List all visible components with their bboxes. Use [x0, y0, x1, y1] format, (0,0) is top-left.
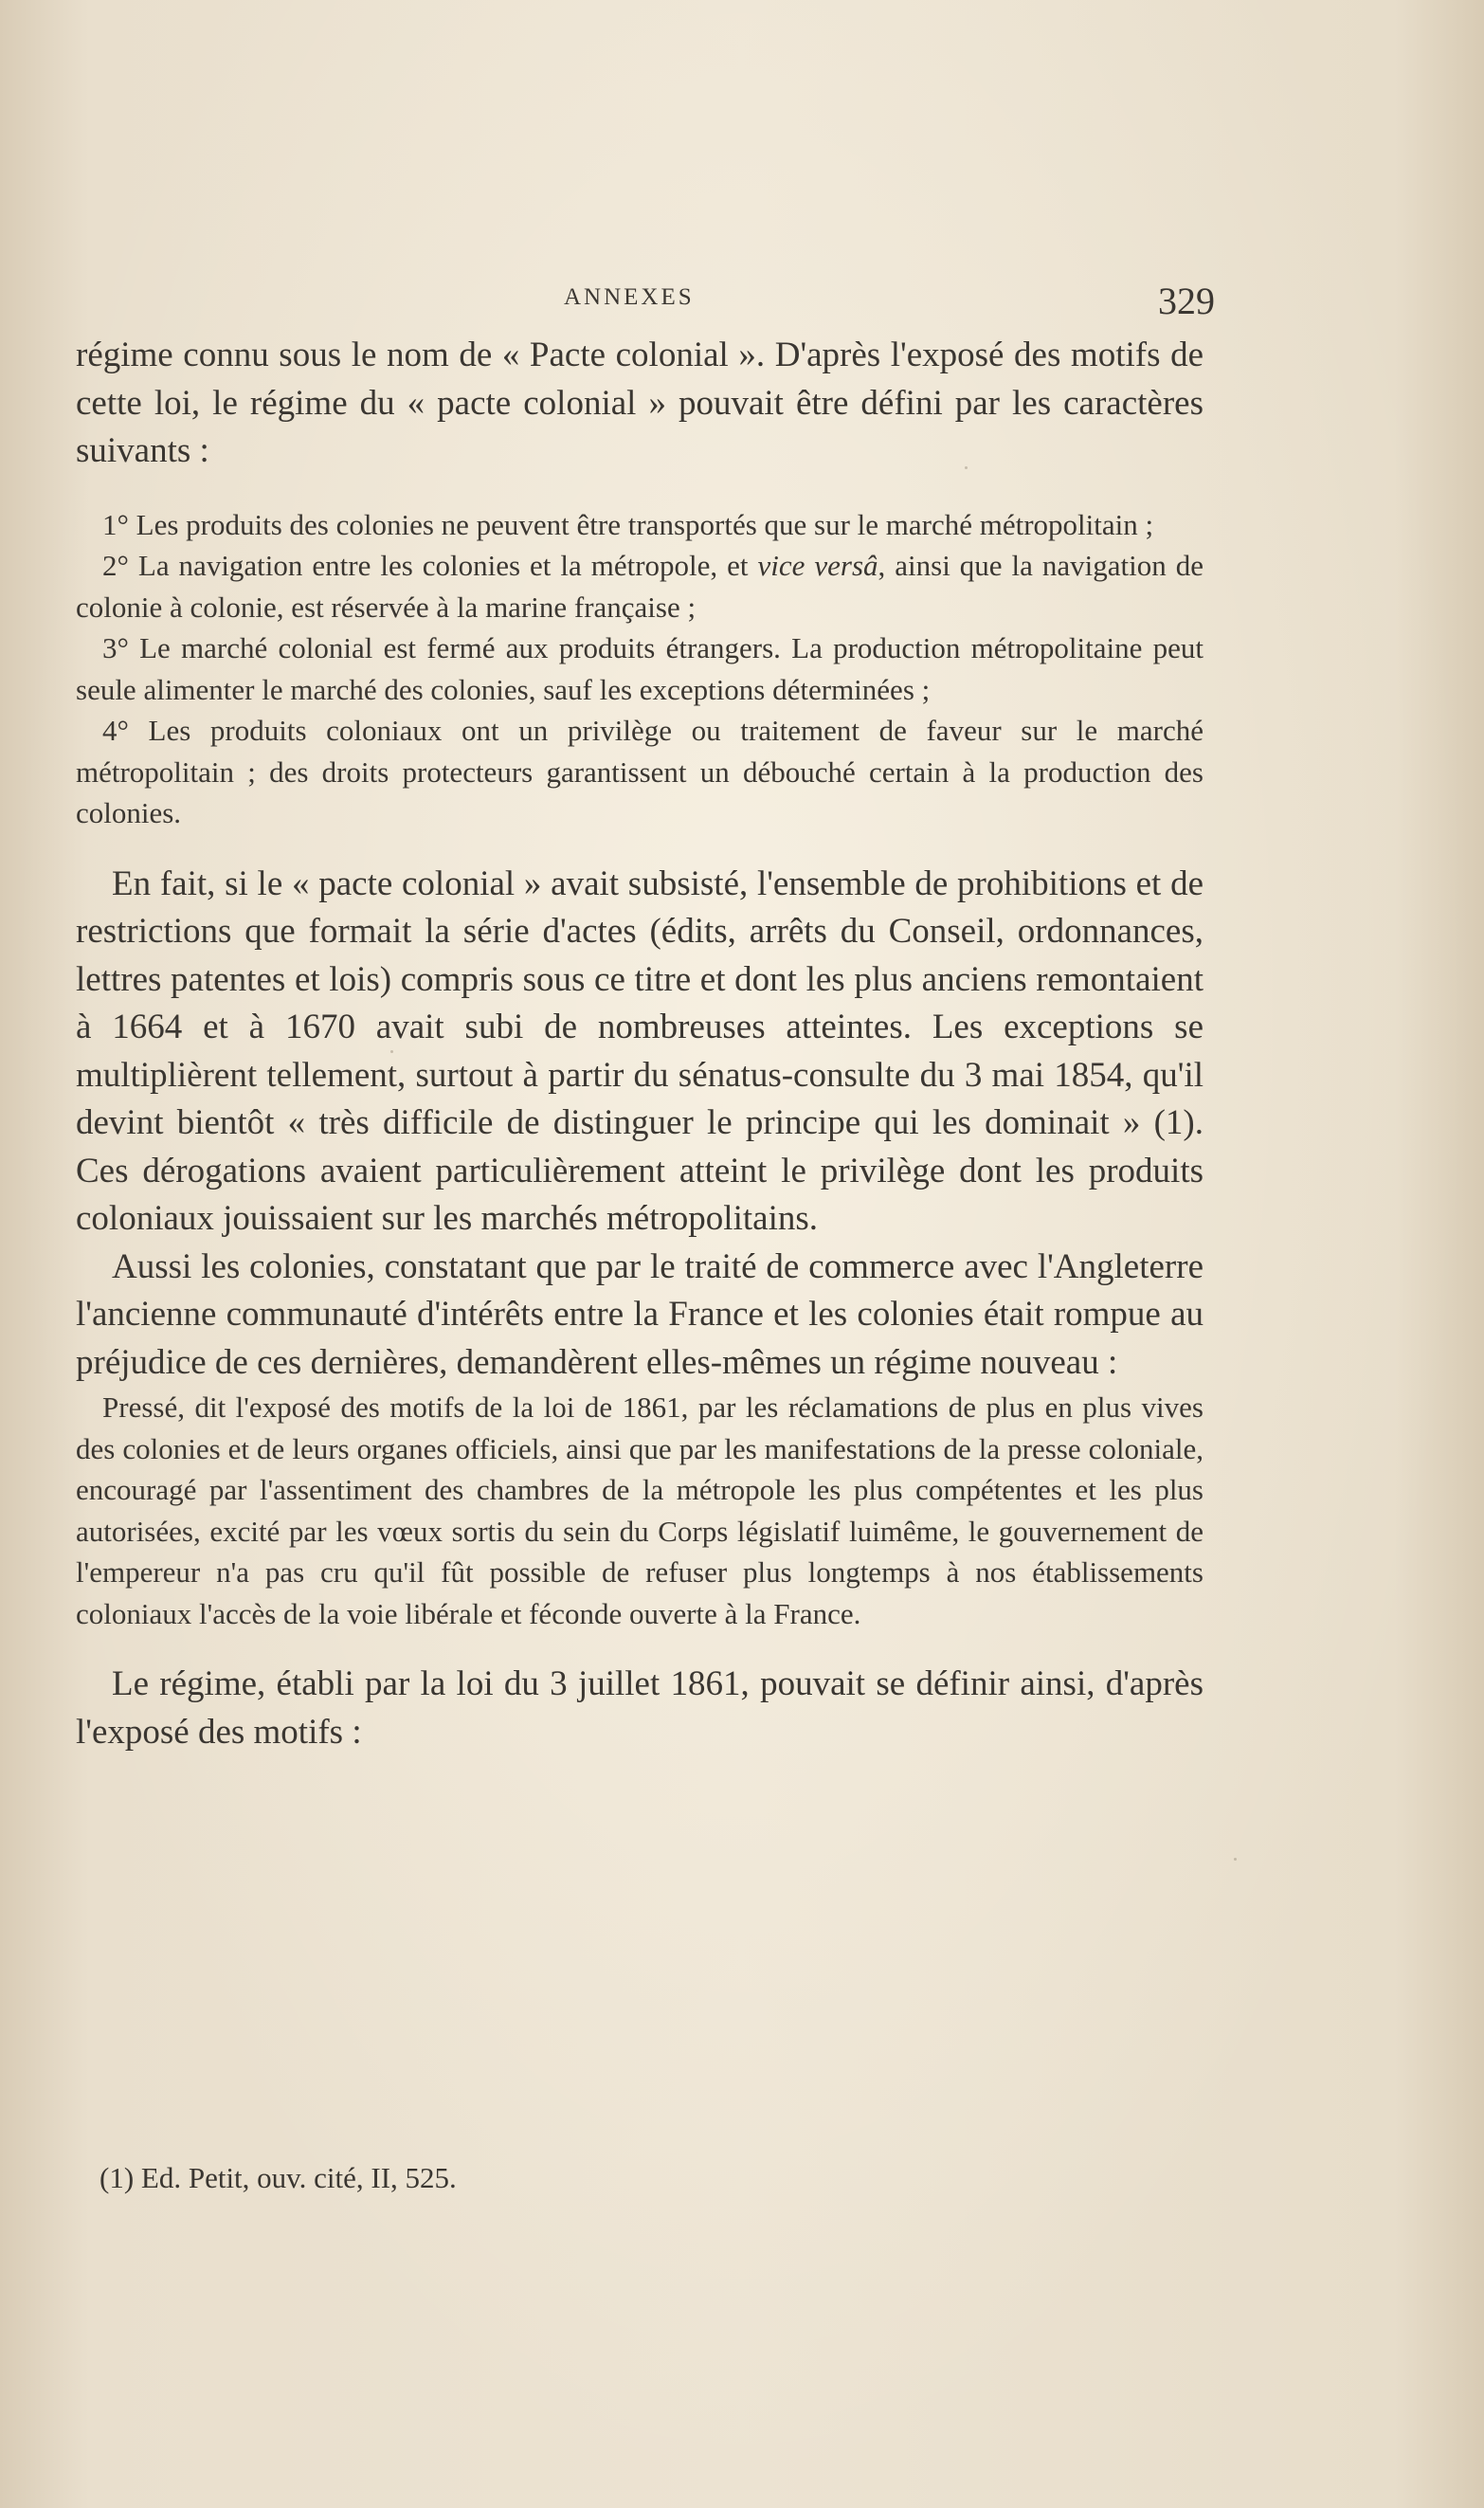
scan-speck — [390, 1050, 393, 1053]
running-title: ANNEXES — [564, 284, 695, 310]
body-paragraph: En fait, si le « pacte colonial » avait subsisté, l'ensemble de prohibitions et de restrictions que formait la série d'actes (édits, arrêts du Conseil, ordonnances, lettres patentes et lois) compris sous ce titre et dont les plus anciens remontaient à 1664 et à 1670 avait subi de nombreuses atteintes. Les exceptions se multiplièrent tellement, surtout à partir du sénatus-consulte du 3 mai 1854, qu'il devint bientôt « très difficile de distinguer le principe qui les dominait » (1). Ces dérogations avaient particulièrement atteint le privilège dont les produits coloniaux jouissaient sur les marchés métropolitains. — [76, 863, 1203, 1238]
scan-speck — [1234, 1858, 1237, 1861]
intro-paragraph: régime connu sous le nom de « Pacte colonial ». D'après l'exposé des motifs de cette loi, le régime du « pacte colonial » pouvait être défini par les caractères suivants : — [76, 336, 1203, 470]
list-item-text: 2° La navigation entre les colonies et la métropole, et — [102, 549, 749, 582]
footnote: (1) Ed. Petit, ouv. cité, II, 525. — [100, 2161, 457, 2194]
list-item — [76, 545, 1203, 627]
characteristics-list — [76, 504, 1203, 834]
closing-paragraph: Le régime, établi par la loi du 3 juillet 1861, pouvait se définir ainsi, d'après l'exposé des motifs : — [76, 1664, 1203, 1752]
running-head — [76, 280, 1215, 322]
body-text — [76, 332, 1203, 1756]
quoted-paragraph: Pressé, dit l'exposé des motifs de la loi de 1861, par les réclamations de plus en plus vives des colonies et de leurs organes officiels, ainsi que par les manifestations de la presse coloniale, encouragé par l'assentiment des chambres de la métropole les plus compétentes et les plus autorisées, excité par les vœux sortis du sein du Corps législatif luimême, le gouvernement de l'empereur n'a pas cru qu'il fût possible de refuser plus longtemps à nos établissements coloniaux l'accès de la voie libérale et féconde ouverte à la France. — [76, 1390, 1203, 1630]
list-item-italic-text: vice versâ — [757, 549, 878, 582]
body-paragraph: Aussi les colonies, constatant que par le traité de commerce avec l'Angleterre l'ancienne communauté d'intérêts entre la France et les colonies était rompue au préjudice de ces dernières, demandèrent elles-mêmes un régime nouveau : — [76, 1246, 1203, 1382]
list-item: 3° Le marché colonial est fermé aux produits étrangers. La production métropolitaine peut seule alimenter le marché des colonies, sauf les exceptions déterminées ; — [76, 631, 1203, 706]
scan-speck — [965, 466, 968, 469]
list-item: 1° Les produits des colonies ne peuvent être transportés que sur le marché métropolitain ; — [102, 507, 1154, 541]
list-item: 4° Les produits coloniaux ont un privilège ou traitement de faveur sur le marché métropolitain ; des droits protecteurs garantissent un débouché certain à la production des colonies. — [76, 714, 1203, 829]
page-number: 329 — [1158, 280, 1215, 322]
list-item-text: , ainsi que la navigation de colonie à colonie, est réservée à la marine française ; — [76, 549, 1204, 624]
